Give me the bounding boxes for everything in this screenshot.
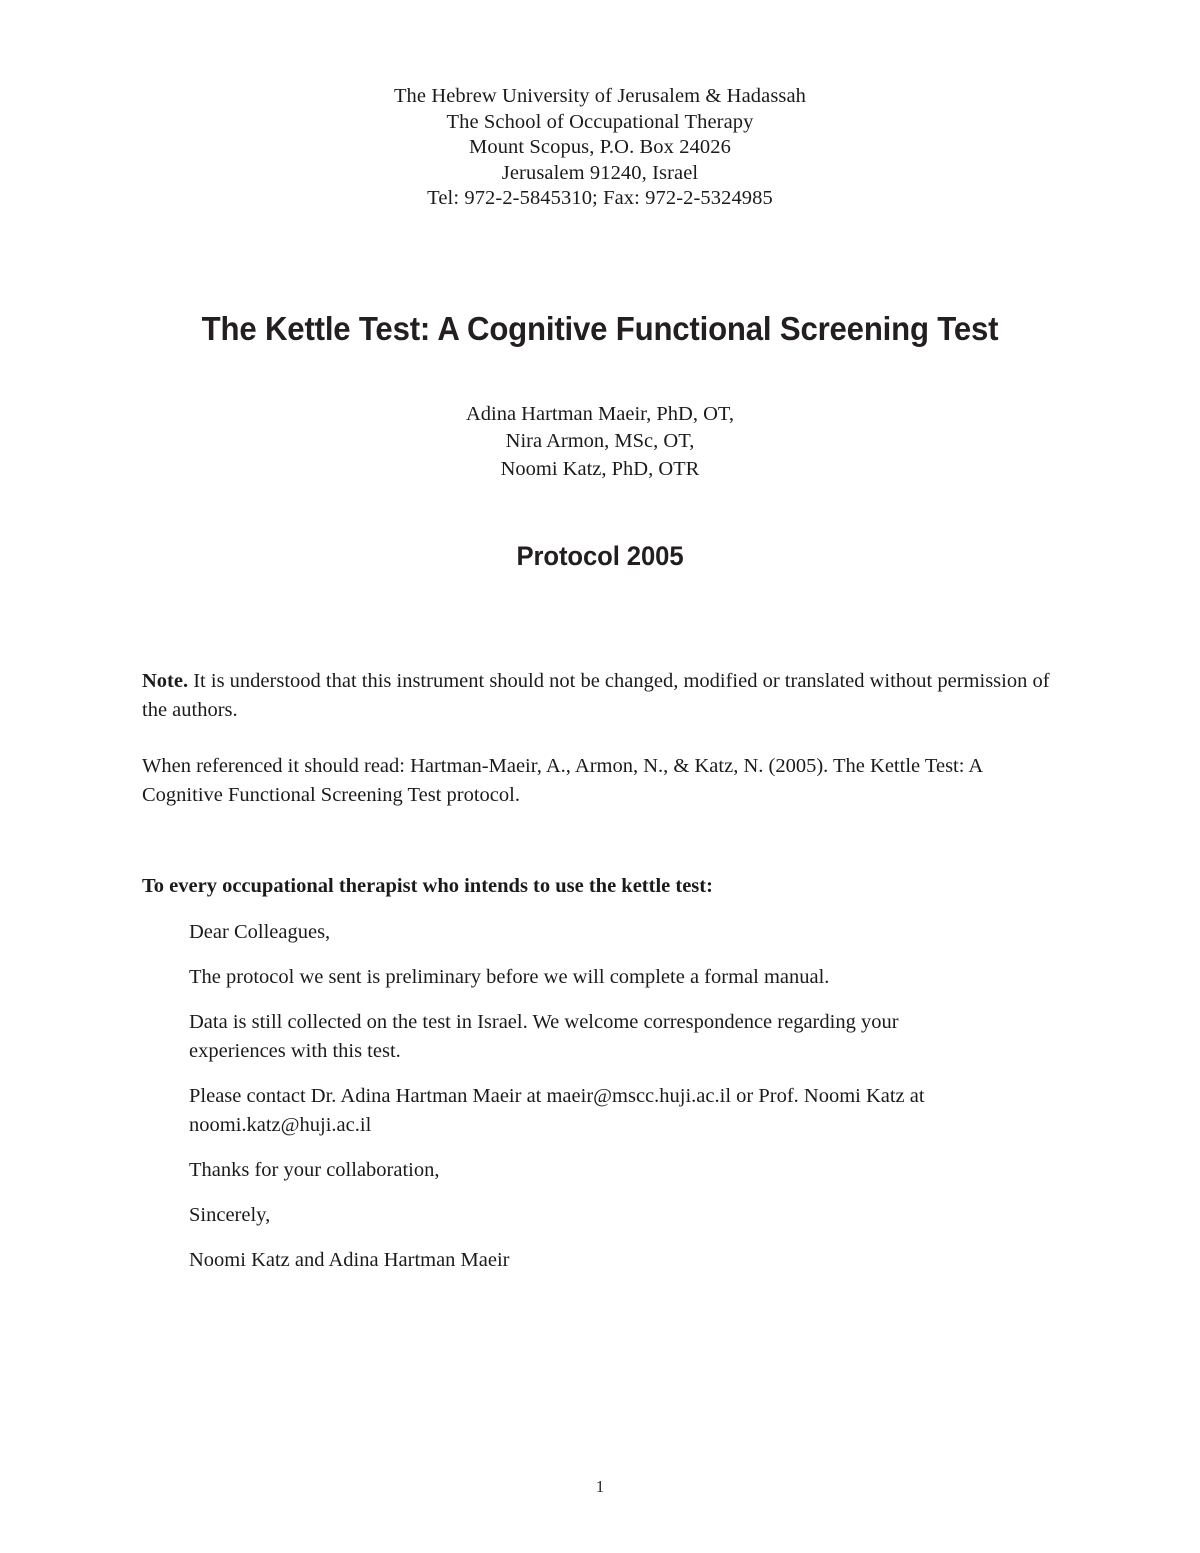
- letterhead-block: [142, 84, 1058, 212]
- author-list: [142, 401, 1058, 484]
- spacer-note-reference: [142, 725, 1058, 752]
- letter-paragraph-data: Data is still collected on the test in Israel. We welcome correspondence regarding your experiences with this test.: [189, 1011, 899, 1063]
- letter-body: [189, 918, 989, 1275]
- author-2: Nira Armon, MSc, OT,: [505, 430, 695, 453]
- note-text: It is understood that this instrument should not be changed, modified or translated without permission of the authors.: [142, 670, 1050, 722]
- reference-paragraph: When referenced it should read: Hartman-Maeir, A., Armon, N., & Katz, N. (2005). The Kettle Test: A Cognitive Functional Screening Test protocol.: [142, 755, 983, 807]
- letterhead-line-phone-fax: Tel: 972-2-5845310; Fax: 972-2-5324985: [427, 187, 773, 210]
- letterhead-line-address: Mount Scopus, P.O. Box 24026: [469, 136, 731, 159]
- letterhead-line-city: Jerusalem 91240, Israel: [501, 161, 699, 184]
- note-paragraph: [142, 667, 1058, 725]
- author-3: Noomi Katz, PhD, OTR: [500, 457, 700, 480]
- spacer-reference-addressee: [142, 810, 1058, 872]
- letter-paragraph-thanks: Thanks for your collaboration,: [189, 1159, 440, 1182]
- addressee-heading: To every occupational therapist who intends to use the kettle test:: [142, 875, 713, 898]
- letter-closing: Sincerely,: [189, 1204, 271, 1227]
- letterhead-line-school: The School of Occupational Therapy: [446, 110, 754, 133]
- letter-salutation: Dear Colleagues,: [189, 921, 331, 944]
- letterhead-line-institution: The Hebrew University of Jerusalem & Hadassah: [393, 85, 807, 107]
- page-title: The Kettle Test: A Cognitive Functional Screening Test: [201, 310, 999, 348]
- page-number-footer: 1: [595, 1477, 605, 1496]
- letter-paragraph-contact: Please contact Dr. Adina Hartman Maeir at maeir@mscc.huji.ac.il or Prof. Noomi Katz at noomi.katz@huji.ac.il: [189, 1085, 925, 1137]
- page-content: [142, 0, 1058, 1275]
- protocol-heading: Protocol 2005: [516, 541, 684, 572]
- spacer-addressee-letter: [142, 901, 1058, 918]
- letter-signature: Noomi Katz and Adina Hartman Maeir: [189, 1249, 510, 1272]
- body-content: [142, 667, 1058, 1275]
- note-label: Note.: [142, 670, 189, 693]
- author-1: Adina Hartman Maeir, PhD, OT,: [465, 402, 735, 425]
- letter-paragraph-protocol: The protocol we sent is preliminary before we will complete a formal manual.: [189, 966, 830, 989]
